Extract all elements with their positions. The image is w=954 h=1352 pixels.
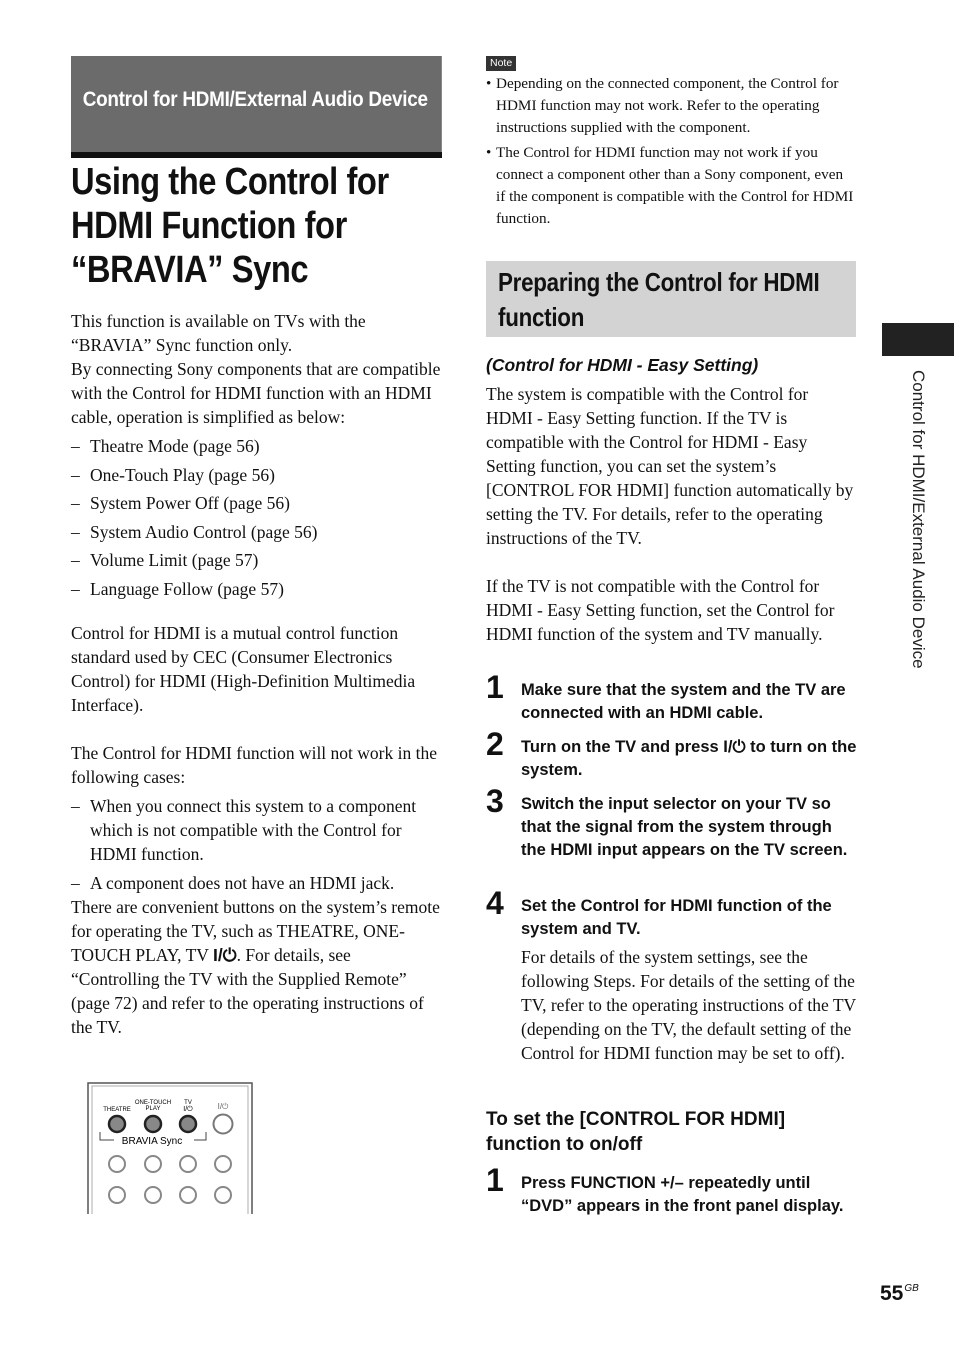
feature-item: – Volume Limit (page 57) [71, 548, 443, 572]
feature-item: – Language Follow (page 57) [71, 577, 443, 601]
remote-key [215, 1156, 231, 1172]
remote-key [109, 1187, 125, 1203]
remote-text-b: . For details, see “Controlling the TV with the Supplied Remote” (page 72) and refer to the operating instructions of the TV. [71, 944, 424, 1037]
tv-power-button [180, 1116, 196, 1132]
prep-subtitle: (Control for HDMI - Easy Setting) [486, 355, 759, 375]
remote-key [145, 1187, 161, 1203]
step-2-text-a: Turn on the TV and press [521, 738, 724, 756]
section-banner-text: Control for HDMI/External Audio Device [82, 88, 428, 111]
bravia-sync-label: BRAVIA Sync [121, 1136, 183, 1147]
step-number: 3 [486, 783, 504, 819]
intro-text [71, 309, 443, 1039]
page-number [880, 1282, 919, 1306]
note-item: • Depending on the connected component, the Control for HDMI function may not work. Refer to the operating instructions supplied with the component. [486, 73, 856, 139]
side-tab-label: Control for HDMI/External Audio Device [909, 370, 928, 669]
power-symbol: I/⏻ [723, 738, 746, 756]
page-title: Using the Control for HDMI Function for “BRAVIA” Sync [71, 161, 389, 291]
remote-text-a: There are convenient buttons on the system’s remote for operating the TV, such as THEATRE, ONE-TOUCH PLAY, TV [71, 896, 440, 965]
prep-paragraphs [486, 382, 856, 646]
play-label: PLAY [145, 1106, 161, 1112]
feature-item: – System Power Off (page 56) [71, 491, 443, 515]
prep-title: Preparing the Control for HDMI function [498, 267, 820, 332]
power-symbol: I/⏻ [213, 944, 237, 965]
prep-paragraph-1: The system is compatible with the Control for HDMI - Easy Setting function. If the TV is compatible with the Control for HDMI - Easy Setting function, you can set the system’s [CONTROL FOR HDMI] function automatically by setting the TV. For details, refer to the operating instructions of the TV. [486, 384, 854, 548]
remote-illustration [86, 1082, 256, 1214]
prep-paragraph-2: If the TV is not compatible with the Control for HDMI - Easy Setting function, set the Control for HDMI function of the system and TV manually. [486, 576, 835, 644]
note-badge: Note [486, 56, 516, 71]
intro-paragraph-2: By connecting Sony components that are compatible with the Control for HDMI function with an HDMI cable, operation is simplified as below: [71, 359, 441, 427]
banner-rule [71, 152, 442, 158]
feature-item: – Theatre Mode (page 56) [71, 434, 443, 458]
step-number: 1 [486, 1162, 504, 1198]
page-number-value: 55 [880, 1282, 904, 1305]
tv-power-label: I/⏻ [183, 1106, 193, 1113]
remote-key [145, 1156, 161, 1172]
one-touch-label: ONE-TOUCH [134, 1100, 172, 1106]
step-text: Switch the input selector on your TV so that the signal from the system through the HDMI input appears on the TV screen. [521, 795, 848, 859]
theatre-label: THEATRE [103, 1107, 131, 1113]
remote-key [180, 1187, 196, 1203]
step-text: Make sure that the system and the TV are connected with an HDMI cable. [521, 681, 846, 722]
section-banner [71, 56, 442, 152]
intro-paragraph-3: Control for HDMI is a mutual control function standard used by CEC (Consumer Electronics Control) for HDMI (High-Definition Multimedia Interface). [71, 622, 416, 715]
step-number: 4 [486, 885, 504, 921]
feature-list [71, 434, 443, 601]
step-number: 1 [486, 669, 504, 705]
step-detail: For details of the system settings, see the following Steps. For details of the setting of the TV, refer to the operating instructions of the TV (depending on the TV, the default setting of the Control for HDMI function may be set to off). [521, 947, 856, 1063]
theatre-button [109, 1116, 125, 1132]
step-text [521, 736, 857, 782]
case-list [71, 794, 443, 895]
step-2-text-b: to turn on the system. [521, 738, 857, 779]
side-tab-marker [882, 323, 954, 356]
remote-key [109, 1156, 125, 1172]
case-item: – A component does not have an HDMI jack. [71, 871, 443, 895]
feature-item: – System Audio Control (page 56) [71, 520, 443, 544]
step-number: 2 [486, 726, 504, 762]
feature-item: – One-Touch Play (page 56) [71, 463, 443, 487]
intro-paragraph-5 [71, 895, 443, 1039]
step-text: Set the Control for HDMI function of the system and TV. [521, 897, 832, 938]
remote-key [180, 1156, 196, 1172]
intro-paragraph-4: The Control for HDMI function will not work in the following cases: [71, 742, 437, 787]
note-list [486, 73, 856, 233]
remote-key [215, 1187, 231, 1203]
prep-heading-box [486, 261, 856, 337]
tv-label: TV [184, 1100, 192, 1106]
power-button [214, 1115, 233, 1134]
power-label: I/⏻ [217, 1102, 229, 1111]
case-item: – When you connect this system to a component which is not compatible with the Control for HDMI function. [71, 794, 443, 866]
one-touch-play-button [145, 1116, 161, 1132]
intro-paragraph-1: This function is available on TVs with the “BRAVIA” Sync function only. [71, 311, 366, 355]
page-suffix: GB [904, 1283, 919, 1294]
onoff-heading: To set the [CONTROL FOR HDMI] function to on/off [486, 1109, 786, 1155]
step-text: Press FUNCTION +/– repeatedly until “DVD” appears in the front panel display. [521, 1174, 844, 1215]
note-item: • The Control for HDMI function may not work if you connect a component other than a Sony component, even if the component is compatible with the Control for HDMI function. [486, 142, 856, 230]
